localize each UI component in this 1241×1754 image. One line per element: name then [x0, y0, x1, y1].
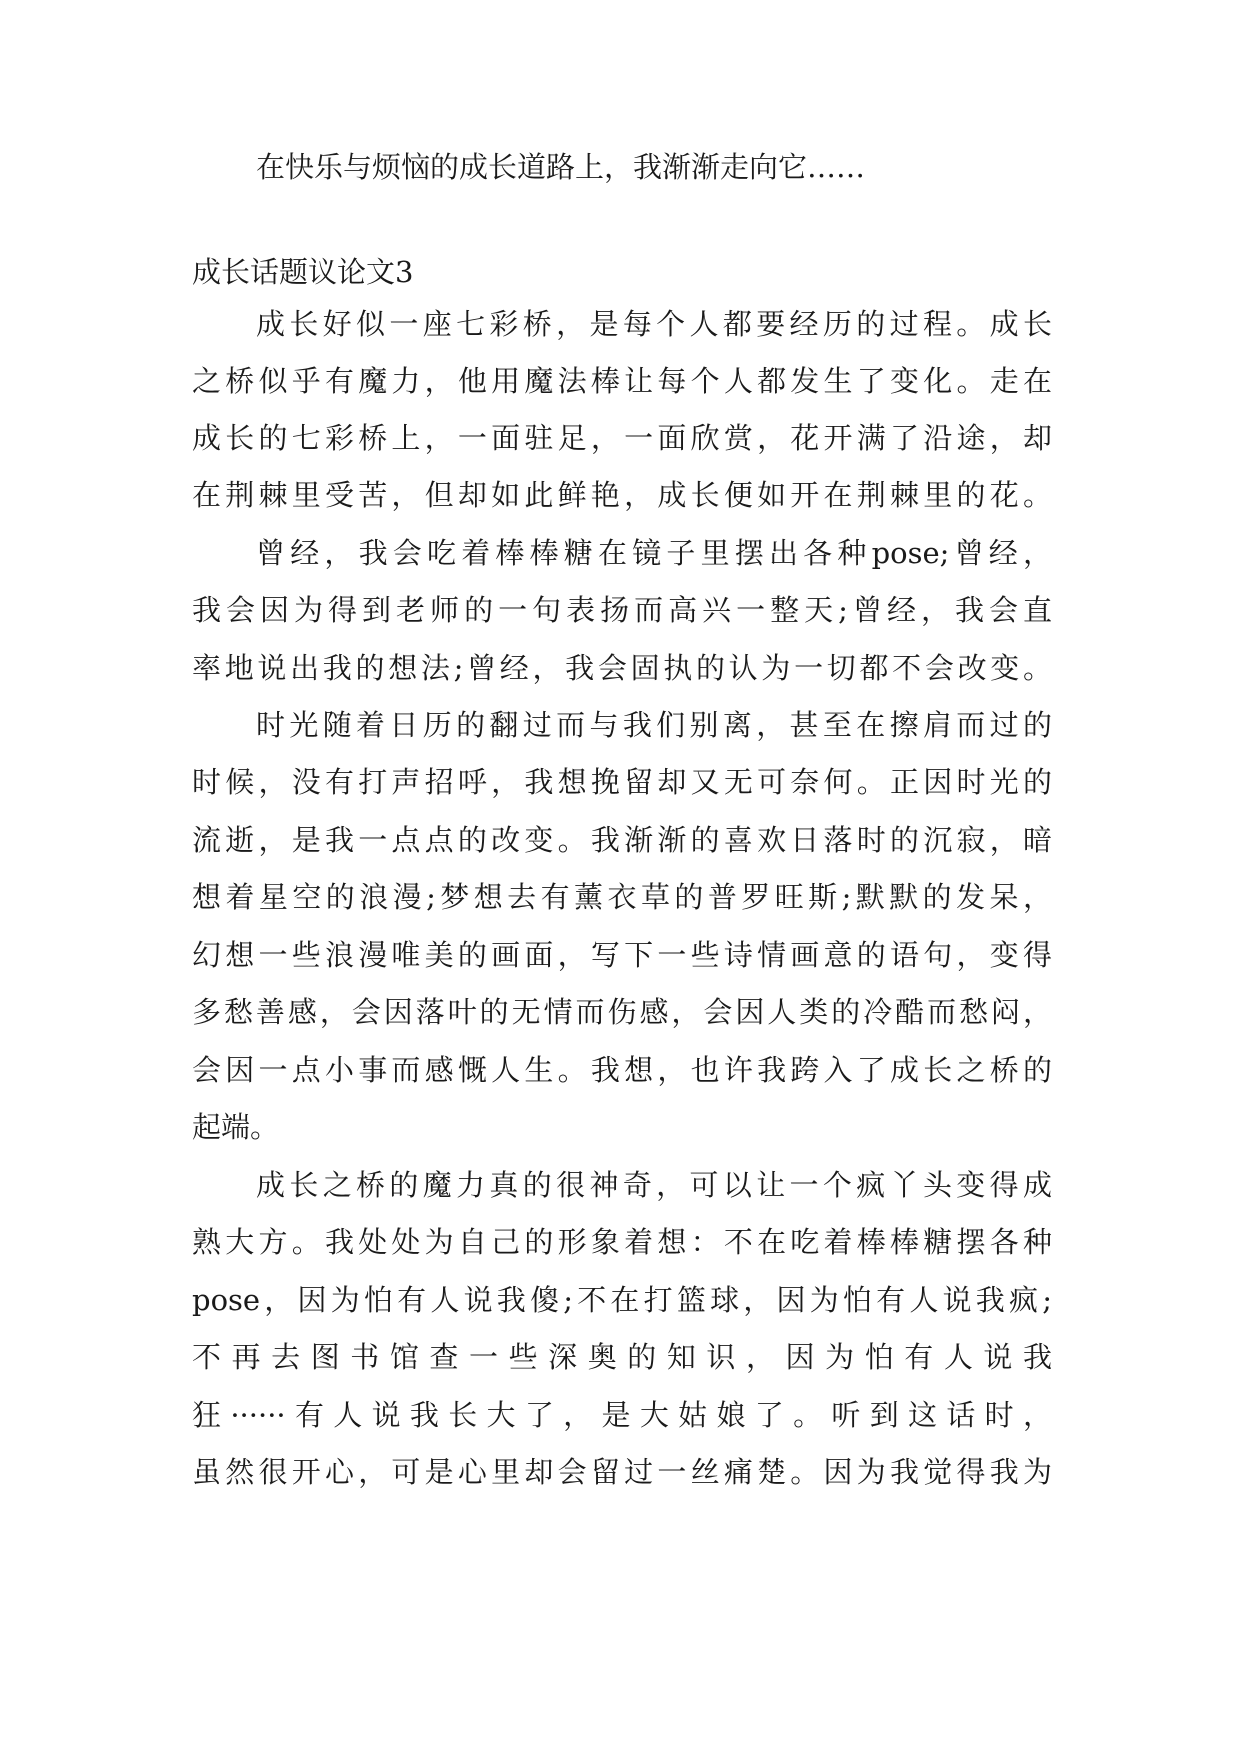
closing-line: 在快乐与烦恼的成长道路上，我渐渐走向它……	[256, 150, 866, 184]
paragraph-line: 在荆棘里受苦，但却如此鲜艳，成长便如开在荆棘里的花。	[192, 478, 1052, 512]
paragraph-line: 时光随着日历的翻过而与我们别离，甚至在擦肩而过的	[256, 708, 1052, 742]
paragraph-line: 成长的七彩桥上，一面驻足，一面欣赏，花开满了沿途，却	[192, 421, 1052, 455]
section-title: 成长话题议论文3	[192, 255, 414, 289]
paragraph-line: 成长之桥的魔力真的很神奇，可以让一个疯丫头变得成	[256, 1168, 1052, 1202]
paragraph-line: pose，因为怕有人说我傻;不在打篮球，因为怕有人说我疯;	[192, 1283, 1052, 1317]
paragraph-line: 之桥似乎有魔力，他用魔法棒让每个人都发生了变化。走在	[192, 364, 1052, 398]
paragraph-line: 起端。	[192, 1110, 280, 1144]
paragraph-line: 率地说出我的想法;曾经，我会固执的认为一切都不会改变。	[192, 651, 1052, 685]
paragraph-line: 我会因为得到老师的一句表扬而高兴一整天;曾经，我会直	[192, 593, 1052, 627]
paragraph-line: 想着星空的浪漫;梦想去有薰衣草的普罗旺斯;默默的发呆，	[192, 880, 1052, 914]
paragraph-line: 会因一点小事而感慨人生。我想，也许我跨入了成长之桥的	[192, 1053, 1052, 1087]
paragraph-line: 熟大方。我处处为自己的形象着想：不在吃着棒棒糖摆各种	[192, 1225, 1052, 1259]
paragraph-line: 不再去图书馆查一些深奥的知识，因为怕有人说我	[192, 1340, 1052, 1374]
paragraph-line: 虽然很开心，可是心里却会留过一丝痛楚。因为我觉得我为	[192, 1455, 1052, 1489]
paragraph-line: 多愁善感，会因落叶的无情而伤感，会因人类的冷酷而愁闷，	[192, 995, 1052, 1029]
paragraph-line: 成长好似一座七彩桥，是每个人都要经历的过程。成长	[256, 307, 1052, 341]
paragraph-line: 时候，没有打声招呼，我想挽留却又无可奈何。正因时光的	[192, 765, 1052, 799]
paragraph-line: 幻想一些浪漫唯美的画面，写下一些诗情画意的语句，变得	[192, 938, 1052, 972]
paragraph-line: 狂······有人说我长大了，是大姑娘了。听到这话时，	[192, 1398, 1052, 1432]
paragraph-line: 曾经，我会吃着棒棒糖在镜子里摆出各种pose;曾经，	[256, 536, 1052, 570]
paragraph-line: 流逝，是我一点点的改变。我渐渐的喜欢日落时的沉寂，暗	[192, 823, 1052, 857]
